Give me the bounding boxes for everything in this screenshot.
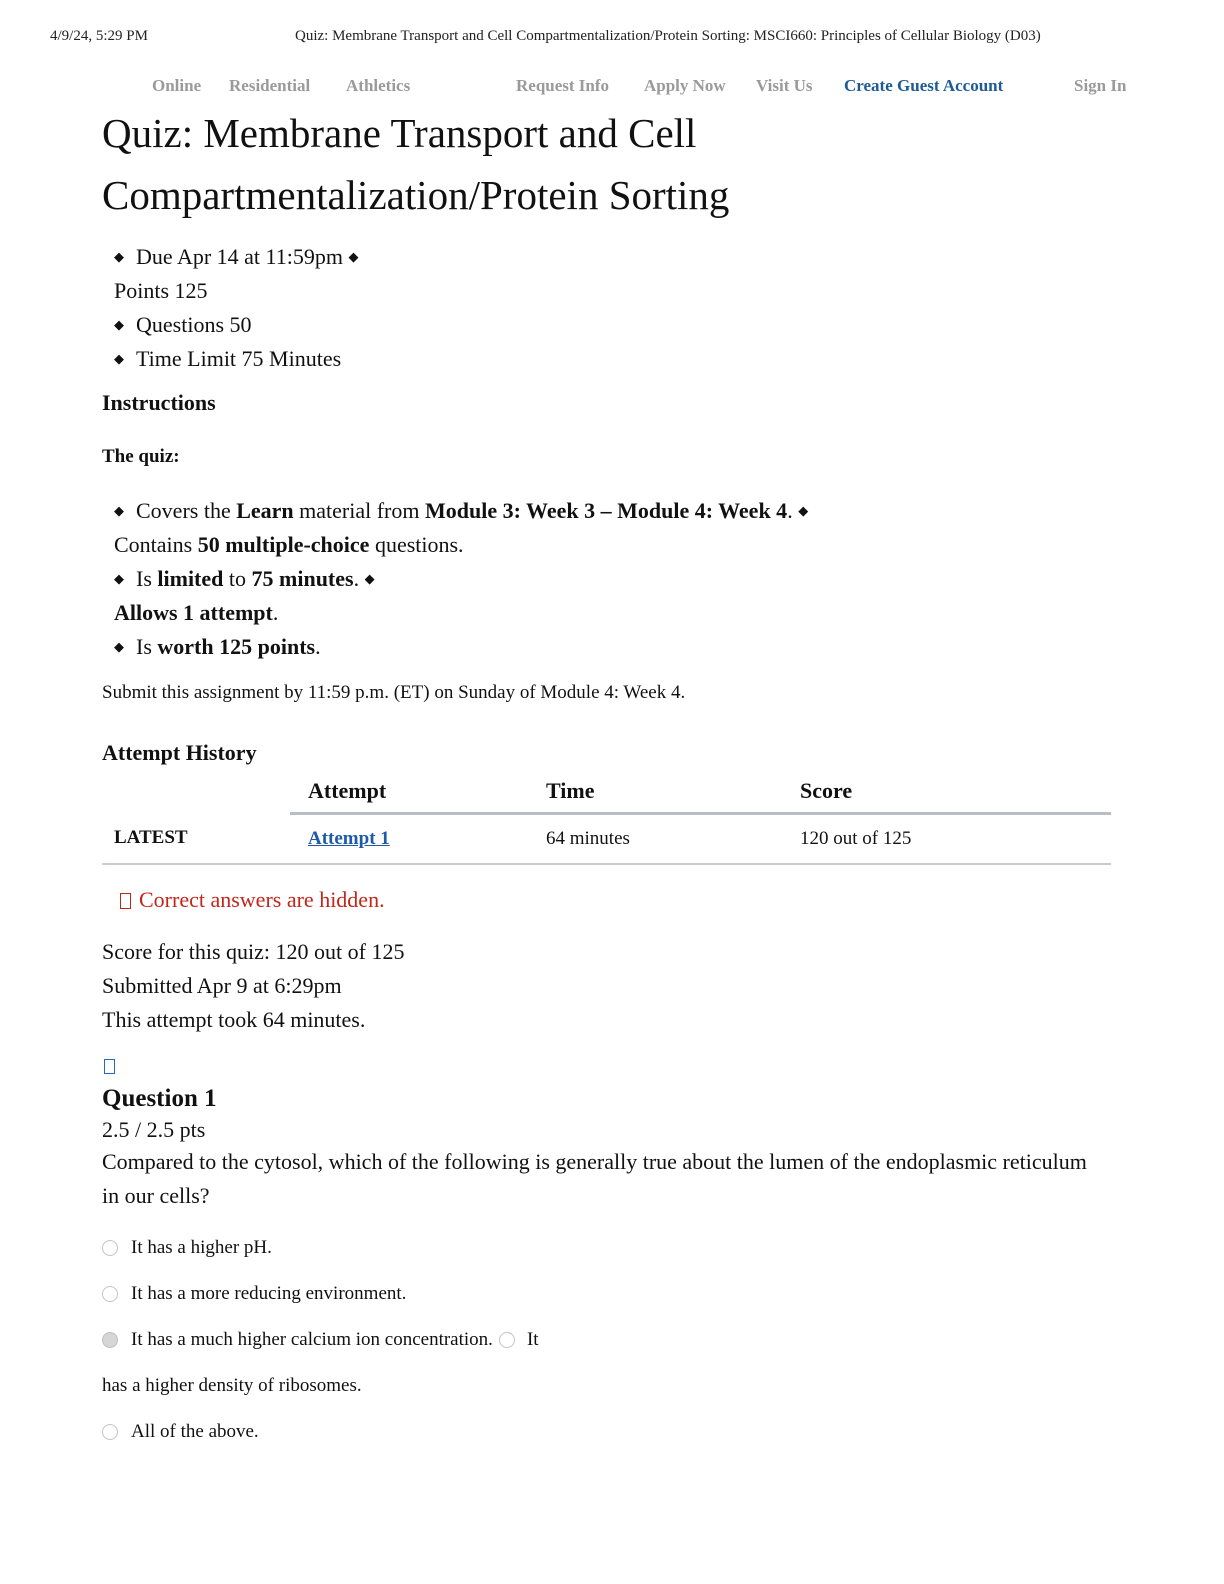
time-limit: Time Limit 75 Minutes — [136, 346, 342, 371]
due-date: Due Apr 14 at 11:59pm — [136, 244, 343, 269]
text-bold: Module 3: Week 3 – Module 4: Week 4 — [425, 498, 788, 523]
question-points: 2.5 / 2.5 pts — [102, 1117, 206, 1142]
bullet-icon: ◆ — [364, 571, 375, 586]
bullet-icon: ◆ — [114, 503, 124, 518]
answer-label: It has a more reducing environment. — [131, 1283, 407, 1304]
text: . — [315, 634, 321, 659]
table-header-empty — [102, 776, 290, 814]
table-header-attempt: Attempt — [290, 776, 528, 814]
table-row — [102, 814, 1111, 865]
text-bold: 75 minutes — [251, 566, 354, 591]
table-header-time: Time — [528, 776, 782, 814]
text-bold: 50 multiple-choice — [197, 532, 370, 557]
page-title-line-1: Quiz: Membrane Transport and Cell — [102, 110, 697, 156]
instruction-worth — [114, 630, 1112, 664]
text-bold: Allows 1 attempt — [114, 600, 273, 625]
text: questions. — [369, 532, 464, 557]
question-title: Question 1 — [102, 1085, 217, 1112]
bullet-icon: ◆ — [114, 351, 124, 366]
bullet-icon: ◆ — [348, 249, 359, 264]
latest-label: LATEST — [102, 814, 290, 865]
text-bold: limited — [157, 566, 224, 591]
answer-list — [102, 1225, 1112, 1455]
instructions-heading: Instructions — [102, 390, 216, 415]
text: Is — [136, 566, 158, 591]
answer-option-5[interactable] — [102, 1409, 1112, 1455]
print-page-title: Quiz: Membrane Transport and Cell Compartmentalization/Protein Sorting: MSCI660: Principles of Cellular Biology (D03) — [295, 28, 1041, 44]
attempt-1-link[interactable]: Attempt 1 — [308, 828, 390, 849]
top-nav — [0, 76, 1224, 100]
radio-button[interactable] — [102, 1286, 118, 1302]
radio-button[interactable] — [499, 1332, 515, 1348]
attempt-cell — [290, 814, 528, 865]
text: . — [272, 600, 279, 625]
nav-athletics-link[interactable]: Athletics — [346, 76, 411, 95]
instructions-list — [114, 494, 1112, 664]
text: . — [353, 566, 360, 591]
submit-note: Submit this assignment by 11:59 p.m. (ET) on Sunday of Module 4: Week 4. — [102, 682, 686, 703]
page-title — [102, 102, 1112, 226]
quiz-meta-time-limit — [114, 342, 1112, 376]
flag-question-icon[interactable] — [104, 1059, 115, 1074]
radio-button[interactable] — [102, 1424, 118, 1440]
quiz-content — [102, 100, 1112, 1455]
score-cell: 120 out of 125 — [782, 814, 1111, 865]
correct-answers-hidden-notice — [120, 887, 1112, 913]
bullet-icon: ◆ — [114, 317, 124, 332]
radio-button[interactable] — [102, 1240, 118, 1256]
warning-icon — [120, 893, 131, 909]
answer-label: It has a much higher calcium ion concentration. — [131, 1329, 493, 1350]
answer-option-4-continued[interactable] — [102, 1363, 1112, 1409]
answer-option-2[interactable] — [102, 1271, 1112, 1317]
print-date: 4/9/24, 5:29 PM — [50, 28, 148, 44]
attempt-duration: This attempt took 64 minutes. — [102, 1007, 366, 1032]
page-title-line-2: Compartmentalization/Protein Sorting — [102, 172, 730, 218]
table-header-row — [102, 776, 1111, 814]
radio-button-selected[interactable] — [102, 1332, 118, 1348]
table-header-score: Score — [782, 776, 1111, 814]
nav-online-link[interactable]: Online — [152, 76, 202, 95]
submitted-date: Submitted Apr 9 at 6:29pm — [102, 973, 342, 998]
nav-request-info-link[interactable]: Request Info — [516, 76, 610, 95]
answer-label: It has a higher pH. — [131, 1237, 272, 1258]
bullet-icon: ◆ — [114, 249, 124, 264]
questions-count: Questions 50 — [136, 312, 252, 337]
text: Contains — [114, 532, 198, 557]
quiz-meta-due — [114, 240, 1112, 274]
text: Is — [136, 634, 158, 659]
answer-label: All of the above. — [131, 1421, 259, 1442]
quiz-score: Score for this quiz: 120 out of 125 — [102, 939, 405, 964]
answer-label: It — [526, 1329, 539, 1350]
nav-visit-us-link[interactable]: Visit Us — [756, 76, 813, 95]
bullet-icon: ◆ — [798, 503, 809, 518]
print-header — [50, 28, 1184, 48]
text-bold: worth 125 points — [157, 634, 316, 659]
quiz-meta-list — [114, 240, 1112, 376]
instruction-covers — [114, 494, 1112, 528]
quiz-meta-points — [114, 274, 1112, 308]
text: material from — [293, 498, 425, 523]
question-text: Compared to the cytosol, which of the following is generally true about the lumen of the endoplasmic reticulum in our cells? — [102, 1149, 1087, 1208]
bullet-icon: ◆ — [114, 639, 124, 654]
points-value: Points 125 — [114, 278, 208, 303]
attempt-history-heading: Attempt History — [102, 740, 257, 765]
instruction-limited — [114, 562, 1112, 596]
nav-create-guest-account-link[interactable]: Create Guest Account — [844, 76, 1004, 95]
text-bold: Learn — [236, 498, 294, 523]
answer-option-1[interactable] — [102, 1225, 1112, 1271]
time-cell: 64 minutes — [528, 814, 782, 865]
quiz-label: The quiz: — [102, 446, 180, 467]
nav-sign-in-link[interactable]: Sign In — [1074, 76, 1127, 95]
text: to — [223, 566, 252, 591]
text: . — [787, 498, 793, 523]
warning-text: Correct answers are hidden. — [139, 887, 385, 912]
nav-residential-link[interactable]: Residential — [229, 76, 311, 95]
text: Covers the — [136, 498, 237, 523]
instruction-contains — [114, 528, 1112, 562]
answer-label: has a higher density of ribosomes. — [102, 1375, 362, 1396]
nav-apply-now-link[interactable]: Apply Now — [644, 76, 726, 95]
answer-option-3[interactable] — [102, 1317, 1112, 1363]
quiz-meta-questions — [114, 308, 1112, 342]
instruction-allows — [114, 596, 1112, 630]
attempt-history-table — [102, 776, 1111, 865]
bullet-icon: ◆ — [114, 571, 124, 586]
score-summary — [102, 935, 1112, 1037]
